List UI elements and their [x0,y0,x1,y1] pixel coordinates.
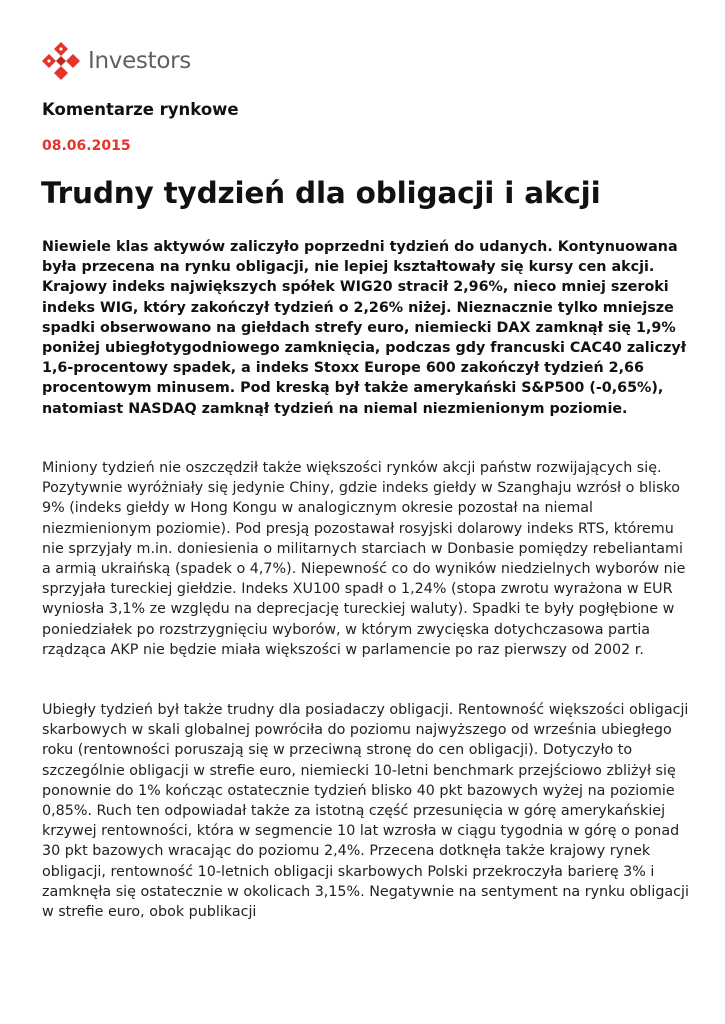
publication-date: 08.06.2015 [42,138,131,154]
article-lead: Niewiele klas aktywów zaliczyło poprzedni tydzień do udanych. Kontynuowana była przecena na rynku obligacji, nie lepiej kształtowały się kursy cen akcji. Krajowy indeks największych spółek WIG20 stracił 2,96%, nieco mniej szeroki indeks WIG, który zakończył tydzień o 2,26% niżej. Nieznacznie tylko mniejsze spadki obserwowano na giełdach strefy euro, niemiecki DAX zamknął się 1,9% poniżej ubiegłotygodniowego zamknięcia, podczas gdy francuski CAC40 zaliczył 1,6-procentowy spadek, a indeks Stoxx Europe 600 zakończył tydzień 2,66 procentowym minusem. Pod kreską był także amerykański S&P500 (-0,65%), natomiast NASDAQ zamknął tydzień na niemal niezmienionym poziomie. [42,239,687,417]
investors-logo[interactable] [40,40,191,82]
article-title: Trudny tydzień dla obligacji i akcji [41,176,601,210]
brand-name: Investors [88,48,191,74]
article-paragraph-1: Miniony tydzień nie oszczędził także większości rynków akcji państw rozwijających się. Pozytywnie wyróżniały się jedynie Chiny, gdzie indeks giełdy w Szanghaju wzrósł o blisko 9% (indeks giełdy w Hong Kongu w analogicznym okresie pozostał na niemal niezmienionym poziomie). Pod presją pozostawał rosyjski dolarowy indeks RTS, któremu nie sprzyjały m.in. doniesienia o militarnych starciach w Donbasie pomiędzy rebeliantami a armią ukraińską (spadek o 4,7%). Niepewność co do wyników niedzielnych wyborów nie sprzyjała tureckiej giełdzie. Indeks XU100 spadł o 1,24% (stopa zwrotu wyrażona w EUR wyniosła 3,1% ze względu na deprecjację tureckiej waluty). Spadki te były pogłębione w poniedziałek po rozstrzygnięciu wyborów, w którym zwycięska dotychczasowa partia rządząca AKP nie będzie miała większości w parlamencie po raz pierwszy od 2002 r. [42,460,686,658]
investors-logo-icon [40,40,82,82]
article-paragraph-2: Ubiegły tydzień był także trudny dla posiadaczy obligacji. Rentowność większości obligacji skarbowych w skali globalnej powróciła do poziomu najwyższego od września ubiegłego roku (rentowności poruszają się w przeciwną stronę do cen obligacji). Dotyczyło to szczególnie obligacji w strefie euro, niemiecki 10-letni benchmark przejściowo zbliżył się ponownie do 1% kończąc ostatecznie tydzień blisko 40 pkt bazowych wyżej na poziomie 0,85%. Ruch ten odpowiadał także za istotną część przesunięcia w górę amerykańskiej krzywej rentowności, która w segmencie 10 lat wzrosła w ciągu tygodnia w górę o ponad 30 pkt bazowych wracając do poziomu 2,4%. Przecena dotknęła także krajowy rynek obligacji, rentowność 10-letnich obligacji skarbowych Polski przekroczyła barierę 3% i zamknęła się ostatecznie w okolicach 3,15%. Negatywnie na sentyment na rynku obligacji w strefie euro, obok publikacji [42,702,689,921]
section-heading: Komentarze rynkowe [42,100,239,119]
